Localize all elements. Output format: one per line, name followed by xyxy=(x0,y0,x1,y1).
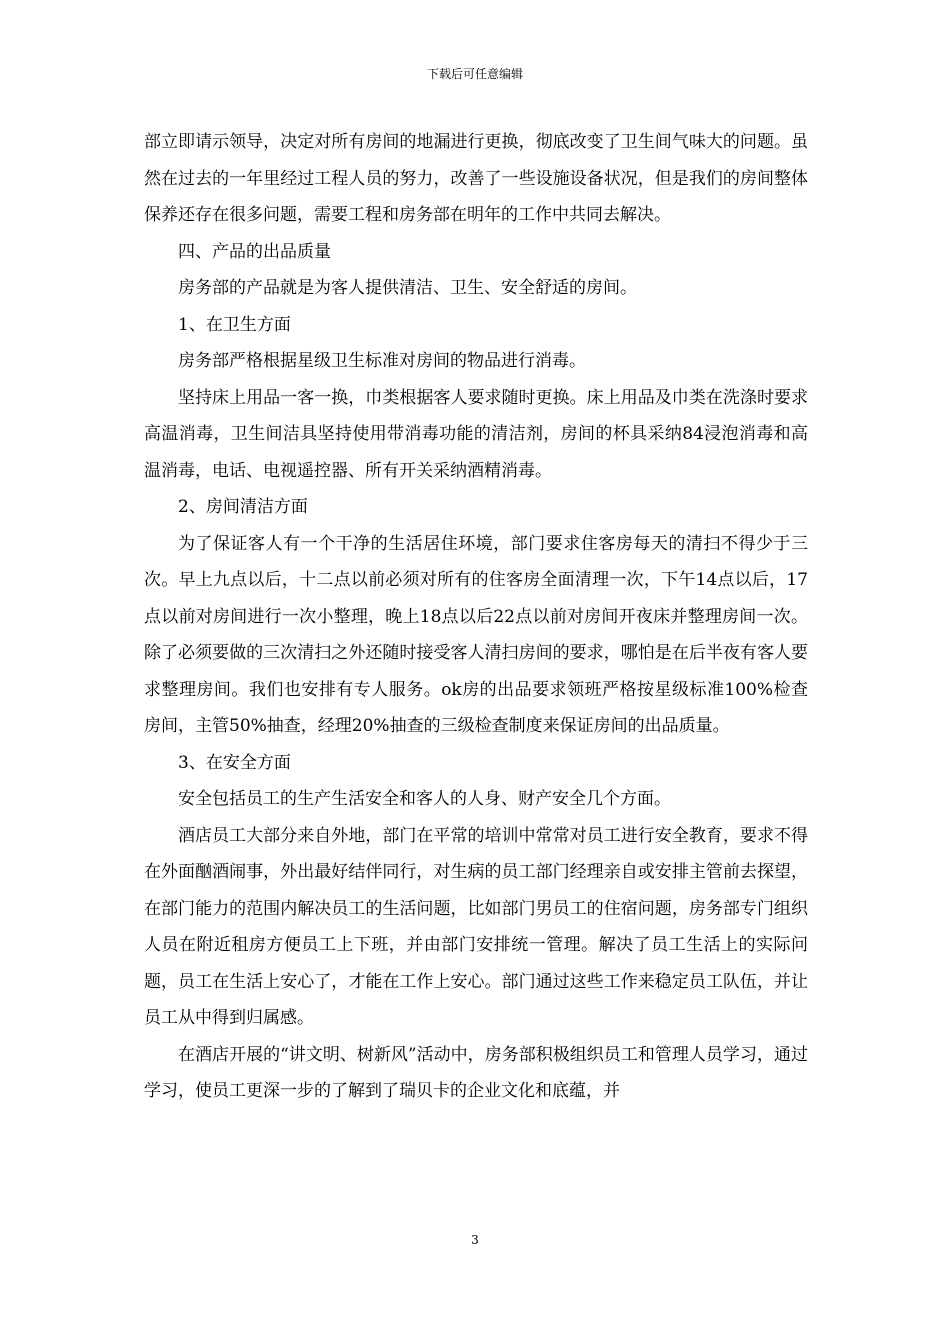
paragraph: 在酒店开展的“讲文明、树新风”活动中，房务部积极组织员工和管理人员学习，通过学习，使员工更深一步的了解到了瑞贝卡的企业文化和底蕴，并 xyxy=(144,1044,808,1101)
paragraph: 安全包括员工的生产生活安全和客人的人身、财产安全几个方面。 xyxy=(178,789,671,809)
page-header xyxy=(0,66,950,82)
section-heading: 四、产品的出品质量 xyxy=(178,241,331,262)
paragraph: 房务部的产品就是为客人提供清洁、卫生、安全舒适的房间。 xyxy=(178,278,637,298)
subsection-heading: 1、在卫生方面 xyxy=(178,314,291,335)
page-number: 3 xyxy=(471,1233,479,1247)
page-footer xyxy=(0,1232,950,1248)
paragraph: 部立即请示领导，决定对所有房间的地漏进行更换，彻底改变了卫生间气味大的问题。虽然在过去的一年里经过工程人员的努力，改善了一些设施设备状况，但是我们的房间整体保养还存在很多问题，需要工程和房务部在明年的工作中共同去解决。 xyxy=(144,132,808,225)
subsection-heading: 3、在安全方面 xyxy=(178,752,291,773)
paragraph: 房务部严格根据星级卫生标准对房间的物品进行消毒。 xyxy=(178,351,586,371)
subsection-heading: 2、房间清洁方面 xyxy=(178,497,308,517)
paragraph: 为了保证客人有一个干净的生活居住环境，部门要求住客房每天的清扫不得少于三次。早上九点以后，十二点以前必须对所有的住客房全面清理一次，下午14点以后，17点以前对房间进行一次小整理，晚上18点以后22点以前对房间开夜床并整理房间一次。除了必须要做的三次清扫之外还随时接受客人清扫房间的要求，哪怕是在后半夜有客人要求整理房间。我们也安排有专人服务。ok房的出品要求领班严格按星级标准100%检查房间，主管50%抽查，经理20%抽查的三级检查制度来保证房间的出品质量。 xyxy=(144,533,808,736)
paragraph: 酒店员工大部分来自外地，部门在平常的培训中常常对员工进行安全教育，要求不得在外面酗酒闹事，外出最好结伴同行，对生病的员工部门经理亲自或安排主管前去探望，在部门能力的范围内解决员工的生活问题，比如部门男员工的住宿问题，房务部专门组织人员在附近租房方便员工上下班，并由部门安排统一管理。解决了员工生活上的实际问题，员工在生活上安心了，才能在工作上安心。部门通过这些工作来稳定员工队伍，并让员工从中得到归属感。 xyxy=(144,825,808,1028)
paragraph: 坚持床上用品一客一换，巾类根据客人要求随时更换。床上用品及巾类在洗涤时要求高温消毒，卫生间洁具坚持使用带消毒功能的清洁剂，房间的杯具采纳84浸泡消毒和高温消毒，电话、电视遥控器、所有开关采纳酒精消毒。 xyxy=(144,387,808,481)
header-text: 下载后可任意编辑 xyxy=(426,67,523,81)
document-body xyxy=(144,124,808,1110)
